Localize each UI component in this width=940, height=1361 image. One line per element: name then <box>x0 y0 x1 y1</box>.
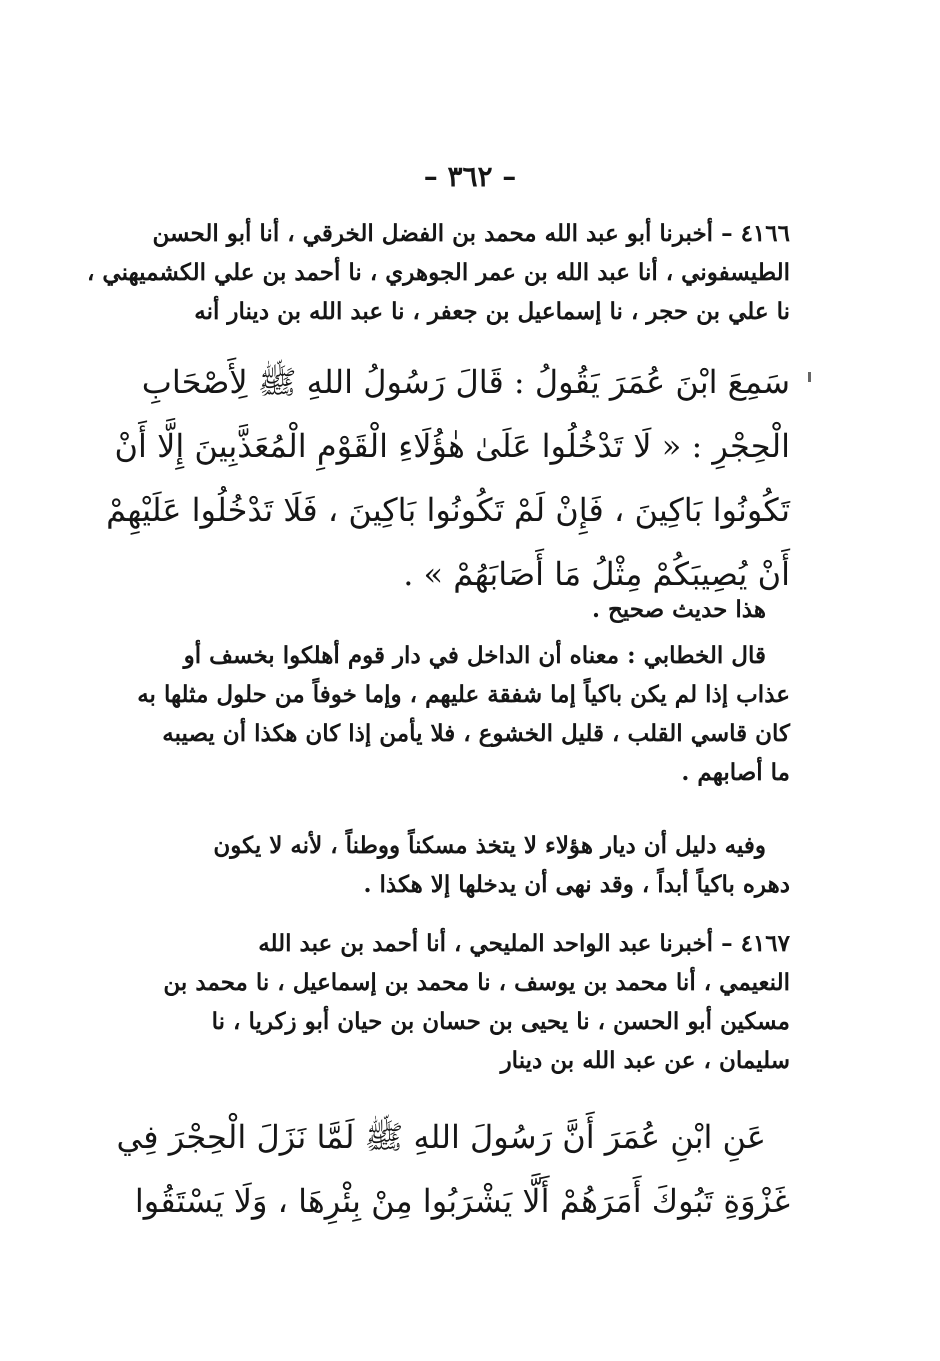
text-line: دهره باكياً أبداً ، وقد نهى أن يدخلها إلا هكذا . <box>363 871 790 898</box>
text-line: وفيه دليل أن ديار هؤلاء لا يتخذ مسكناً ووطناً ، لأنه لا يكون <box>213 832 766 859</box>
text-line: سليمان ، عن عبد الله بن دينار <box>500 1047 790 1074</box>
hadith-grading <box>130 590 790 629</box>
text-line: هذا حديث صحيح . <box>591 596 766 623</box>
hadith-4166-matn <box>106 350 790 606</box>
text-line: ٤١٦٦ – أخبرنا أبو عبد الله محمد بن الفضل الخرقي ، أنا أبو الحسن <box>152 220 790 247</box>
page-number: – ٣٦٢ – <box>423 160 517 193</box>
text-line: الْحِجْرِ : « لَا تَدْخُلُوا عَلَىٰ هٰؤُلَاءِ الْقَوْمِ الْمُعَذَّبِينَ إِلَّا أَنْ <box>114 427 790 465</box>
text-line: تَكُونُوا بَاكِينَ ، فَإِنْ لَمْ تَكُونُوا بَاكِينَ ، فَلَا تَدْخُلُوا عَلَيْهِمْ <box>106 491 790 529</box>
text-line: ٤١٦٧ – أخبرنا عبد الواحد المليحي ، أنا أحمد بن عبد الله <box>258 930 790 957</box>
hadith-4166-isnad <box>86 214 790 331</box>
text-line: مسكين أبو الحسن ، نا يحيى بن حسان بن حيان أبو زكريا ، نا <box>211 1008 790 1035</box>
text-line: قال الخطابي : معناه أن الداخل في دار قوم أهلكوا بخسف أو <box>183 642 766 669</box>
text-line: ما أصابهم . <box>681 759 790 786</box>
hadith-4167-isnad <box>130 924 790 1080</box>
text-line: أَنْ يُصِيبَكُمْ مِثْلُ مَا أَصَابَهُمْ » . <box>403 555 790 593</box>
text-line: سَمِعَ ابْنَ عُمَرَ يَقُولُ : قَالَ رَسُولُ اللهِ ﷺ لِأَصْحَابِ <box>141 363 790 401</box>
text-line: نا علي بن حجر ، نا إسماعيل بن جعفر ، نا عبد الله بن دينار أنه <box>194 298 790 325</box>
khattabi-commentary <box>130 636 790 792</box>
text-line: كان قاسي القلب ، قليل الخشوع ، فلا يأمن إذا كان هكذا أن يصيبه <box>162 720 790 747</box>
margin-mark <box>808 372 811 382</box>
text-line: النعيمي ، أنا محمد بن يوسف ، نا محمد بن إسماعيل ، نا محمد بن <box>163 969 790 996</box>
text-line: غَزْوَةِ تَبُوكَ أَمَرَهُمْ أَلَّا يَشْرَبُوا مِنْ بِئْرِهَا ، وَلَا يَسْتَقُوا <box>134 1182 790 1220</box>
text-line: الطيسفوني ، أنا عبد الله بن عمر الجوهري ، نا أحمد بن علي الكشميهني ، <box>86 259 790 286</box>
text-line: عذاب إذا لم يكن باكياً إما شفقة عليهم ، وإما خوفاً من حلول مثلها به <box>137 681 790 708</box>
hadith-4167-matn <box>116 1105 790 1233</box>
text-line: عَنِ ابْنِ عُمَرَ أَنَّ رَسُولَ اللهِ ﷺ لَمَّا نَزَلَ الْحِجْرَ فِي <box>116 1118 766 1156</box>
further-commentary <box>130 826 790 904</box>
